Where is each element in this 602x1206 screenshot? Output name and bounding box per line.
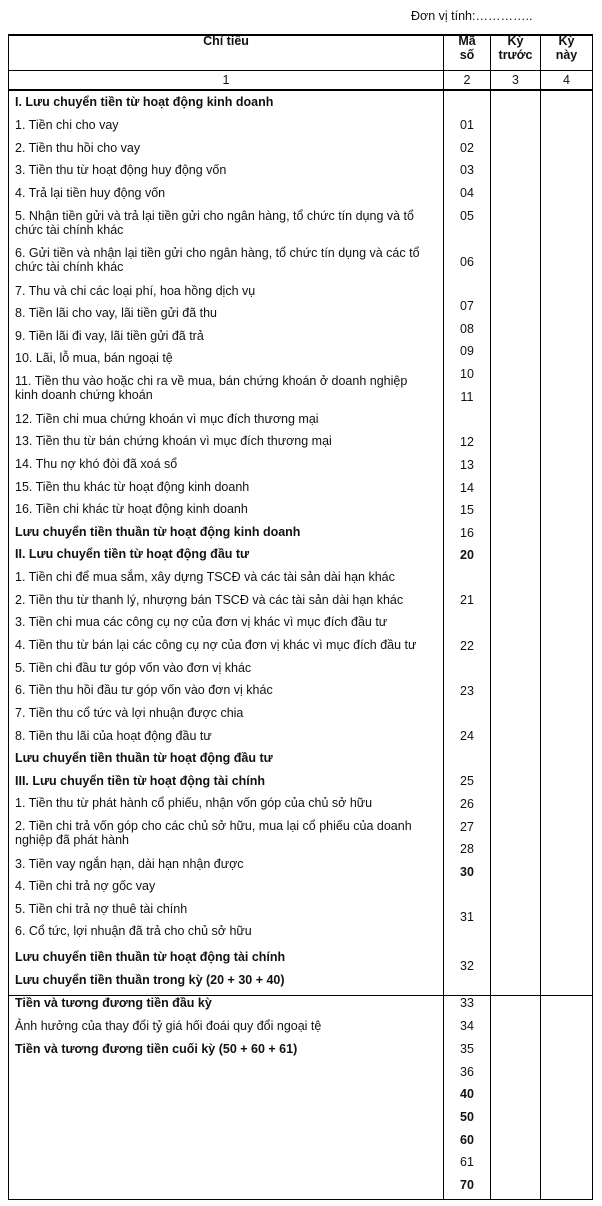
code-cell: 06 — [460, 255, 474, 269]
indicator-row — [15, 412, 440, 426]
header-ma-so — [444, 34, 490, 62]
code-cell: 01 — [460, 118, 474, 132]
header-ky-nay-line1: Kỳ — [558, 34, 575, 48]
colnum-divider — [8, 89, 593, 91]
indicator-text: Lưu chuyển tiền thuần trong kỳ (20 + 30 + 40) — [15, 973, 285, 987]
code-cell: 27 — [460, 820, 474, 834]
indicator-text: Lưu chuyển tiền thuần từ hoạt động tài chính — [15, 950, 286, 964]
indicator-text: 2. Tiền chi trả vốn góp cho các chủ sở hữu, mua lại cổ phiếu của doanh — [15, 819, 412, 833]
indicator-row — [15, 163, 440, 177]
indicator-text-continued: chức tài chính khác — [15, 223, 124, 237]
colnum-4: 4 — [563, 73, 570, 87]
code-cell: 05 — [460, 209, 474, 223]
indicator-row — [15, 615, 440, 629]
indicator-text: 5. Tiền chi trả nợ thuê tài chính — [15, 902, 188, 916]
indicator-text: I. Lưu chuyển tiền từ hoạt động kinh doanh — [15, 95, 274, 109]
table-left-border — [8, 34, 9, 1200]
indicator-row — [15, 1019, 440, 1033]
indicator-text: 5. Tiền chi đầu tư góp vốn vào đơn vị khác — [15, 661, 252, 675]
indicator-text: 6. Cổ tức, lợi nhuận đã trả cho chủ sở hữu — [15, 924, 252, 938]
code-cell: 23 — [460, 684, 474, 698]
indicator-text: 5. Nhận tiền gửi và trả lại tiền gửi cho ngân hàng, tổ chức tín dụng và tổ — [15, 209, 414, 223]
indicator-text: 8. Tiền thu lãi của hoạt động đầu tư — [15, 729, 212, 743]
indicator-row — [15, 729, 440, 743]
colnum-3: 3 — [512, 73, 519, 87]
colnum-1: 1 — [222, 73, 230, 87]
indicator-row — [15, 924, 440, 938]
header-ky-truoc-line2: trước — [498, 48, 533, 62]
indicator-row — [15, 141, 440, 155]
code-cell: 61 — [460, 1155, 474, 1169]
indicator-text: Tiền và tương đương tiền cuối kỳ (50 + 60 + 61) — [15, 1042, 298, 1056]
header-ma-so-line2: số — [459, 48, 475, 62]
indicator-row — [15, 502, 440, 516]
indicator-row — [15, 706, 440, 720]
indicator-row — [15, 480, 440, 494]
indicator-text: Lưu chuyển tiền thuần từ hoạt động kinh doanh — [15, 525, 301, 539]
indicator-text: 3. Tiền chi mua các công cụ nợ của đơn vị khác vì mục đích đầu tư — [15, 615, 388, 629]
indicator-row — [15, 284, 440, 298]
indicator-text: 4. Tiền chi trả nợ gốc vay — [15, 879, 156, 893]
indicator-row — [15, 547, 440, 561]
indicator-text: 3. Tiền vay ngắn hạn, dài hạn nhận được — [15, 857, 244, 871]
indicator-text: 11. Tiền thu vào hoặc chi ra về mua, bán chứng khoán ở doanh nghiệp — [15, 374, 408, 388]
indicator-text: 7. Tiền thu cổ tức và lợi nhuận được chia — [15, 706, 244, 720]
table-bottom-border — [8, 1199, 593, 1200]
header-chi-tieu: Chỉ tiêu — [203, 34, 249, 48]
indicator-text: 7. Thu và chi các loại phí, hoa hồng dịch vụ — [15, 284, 256, 298]
col-divider-prev — [490, 34, 491, 1200]
header-ky-nay-line2: này — [555, 48, 578, 62]
indicator-row — [15, 351, 440, 365]
code-cell: 02 — [460, 141, 474, 155]
header-divider — [8, 70, 593, 71]
code-cell: 36 — [460, 1065, 474, 1079]
code-cell: 20 — [460, 548, 474, 562]
code-cell: 22 — [460, 639, 474, 653]
indicator-row — [15, 638, 440, 652]
indicator-row — [15, 118, 440, 132]
indicator-row — [15, 973, 440, 987]
code-cell: 16 — [460, 526, 474, 540]
unit-label: Đơn vị tính:………….. — [411, 9, 533, 23]
code-cell: 04 — [460, 186, 474, 200]
indicator-text: 12. Tiền chi mua chứng khoán vì mục đích thương mại — [15, 412, 319, 426]
code-cell: 11 — [460, 390, 474, 404]
indicator-text: II. Lưu chuyển tiền từ hoạt động đầu tư — [15, 547, 250, 561]
indicator-text: Lưu chuyển tiền thuần từ hoạt động đầu tư — [15, 751, 273, 765]
code-cell: 14 — [460, 481, 474, 495]
code-cell: 21 — [460, 593, 474, 607]
indicator-row — [15, 1042, 440, 1056]
code-cell: 70 — [460, 1178, 474, 1192]
code-cell: 03 — [460, 163, 474, 177]
code-cell: 07 — [460, 299, 474, 313]
indicator-text: 13. Tiền thu từ bán chứng khoán vì mục đích thương mại — [15, 434, 332, 448]
indicator-row — [15, 774, 440, 788]
indicator-row — [15, 796, 440, 810]
header-ky-truoc-line1: Kỳ — [507, 34, 524, 48]
table-right-border — [592, 34, 593, 1200]
indicator-row — [15, 879, 440, 893]
indicator-text: 4. Tiền thu từ bán lại các công cụ nợ của đơn vị khác vì mục đích đầu tư — [15, 638, 417, 652]
indicator-text: 6. Gửi tiền và nhận lại tiền gửi cho ngân hàng, tổ chức tín dụng và các tổ — [15, 246, 420, 260]
indicator-text: 9. Tiền lãi đi vay, lãi tiền gửi đã trả — [15, 329, 204, 343]
indicator-text: III. Lưu chuyển tiền từ hoạt động tài chính — [15, 774, 266, 788]
header-ky-truoc — [491, 34, 540, 62]
code-cell: 12 — [460, 435, 474, 449]
indicator-text: 14. Thu nợ khó đòi đã xoá sổ — [15, 457, 178, 471]
code-cell: 40 — [460, 1087, 474, 1101]
indicator-row — [15, 209, 440, 237]
indicator-text: 16. Tiền chi khác từ hoạt động kinh doanh — [15, 502, 248, 516]
indicator-text: 10. Lãi, lỗ mua, bán ngoại tệ — [15, 351, 173, 365]
indicator-text: 1. Tiền chi để mua sắm, xây dựng TSCĐ và các tài sản dài hạn khác — [15, 570, 395, 584]
code-cell: 25 — [460, 774, 474, 788]
indicator-row — [15, 570, 440, 584]
indicator-row — [15, 593, 440, 607]
indicator-row — [15, 374, 440, 402]
indicator-text: 1. Tiền thu từ phát hành cổ phiếu, nhận vốn góp của chủ sở hữu — [15, 796, 373, 810]
header-ma-so-line1: Mã — [458, 34, 476, 48]
indicator-row — [15, 246, 440, 274]
indicator-row — [15, 95, 440, 109]
code-cell: 28 — [460, 842, 474, 856]
code-cell: 33 — [460, 996, 474, 1010]
code-cell: 31 — [460, 910, 474, 924]
code-cell: 13 — [460, 458, 474, 472]
code-cell: 09 — [460, 344, 474, 358]
indicator-row — [15, 661, 440, 675]
col-divider-curr — [540, 34, 541, 1200]
indicator-row — [15, 857, 440, 871]
code-cell: 15 — [460, 503, 474, 517]
indicator-row — [15, 996, 440, 1010]
indicator-text: 2. Tiền thu hồi cho vay — [15, 141, 141, 155]
indicator-text: 4. Trả lại tiền huy động vốn — [15, 186, 166, 200]
indicator-row — [15, 457, 440, 471]
indicator-text: 6. Tiền thu hồi đầu tư góp vốn vào đơn vị khác — [15, 683, 273, 697]
indicator-text: 15. Tiền thu khác từ hoạt động kinh doanh — [15, 480, 250, 494]
indicator-row — [15, 950, 440, 964]
indicator-text-continued: chức tài chính khác — [15, 260, 124, 274]
indicator-row — [15, 902, 440, 916]
indicator-row — [15, 751, 440, 765]
code-cell: 60 — [460, 1133, 474, 1147]
code-cell: 34 — [460, 1019, 474, 1033]
indicator-row — [15, 434, 440, 448]
indicator-text: 1. Tiền chi cho vay — [15, 118, 119, 132]
code-cell: 08 — [460, 322, 474, 336]
header-ky-nay — [541, 34, 592, 62]
colnum-2: 2 — [463, 73, 471, 87]
indicator-text: 3. Tiền thu từ hoạt động huy động vốn — [15, 163, 227, 177]
code-cell: 24 — [460, 729, 474, 743]
indicator-text: Ảnh hưởng của thay đổi tỷ giá hối đoái quy đổi ngoại tệ — [15, 1019, 322, 1033]
indicator-text: 8. Tiền lãi cho vay, lãi tiền gửi đã thu — [15, 306, 218, 320]
code-cell: 26 — [460, 797, 474, 811]
code-cell: 30 — [460, 865, 474, 879]
indicator-row — [15, 819, 440, 847]
indicator-row — [15, 683, 440, 697]
code-cell: 50 — [460, 1110, 474, 1124]
indicator-row — [15, 306, 440, 320]
indicator-row — [15, 186, 440, 200]
code-cell: 35 — [460, 1042, 474, 1056]
indicator-text: 2. Tiền thu từ thanh lý, nhượng bán TSCĐ và các tài sản dài hạn khác — [15, 593, 404, 607]
code-cell: 10 — [460, 367, 474, 381]
code-cell: 32 — [460, 959, 474, 973]
indicator-text-continued: nghiệp đã phát hành — [15, 833, 129, 847]
indicator-text-continued: kinh doanh chứng khoán — [15, 388, 153, 402]
indicator-text: Tiền và tương đương tiền đầu kỳ — [15, 996, 212, 1010]
indicator-row — [15, 329, 440, 343]
indicator-row — [15, 525, 440, 539]
